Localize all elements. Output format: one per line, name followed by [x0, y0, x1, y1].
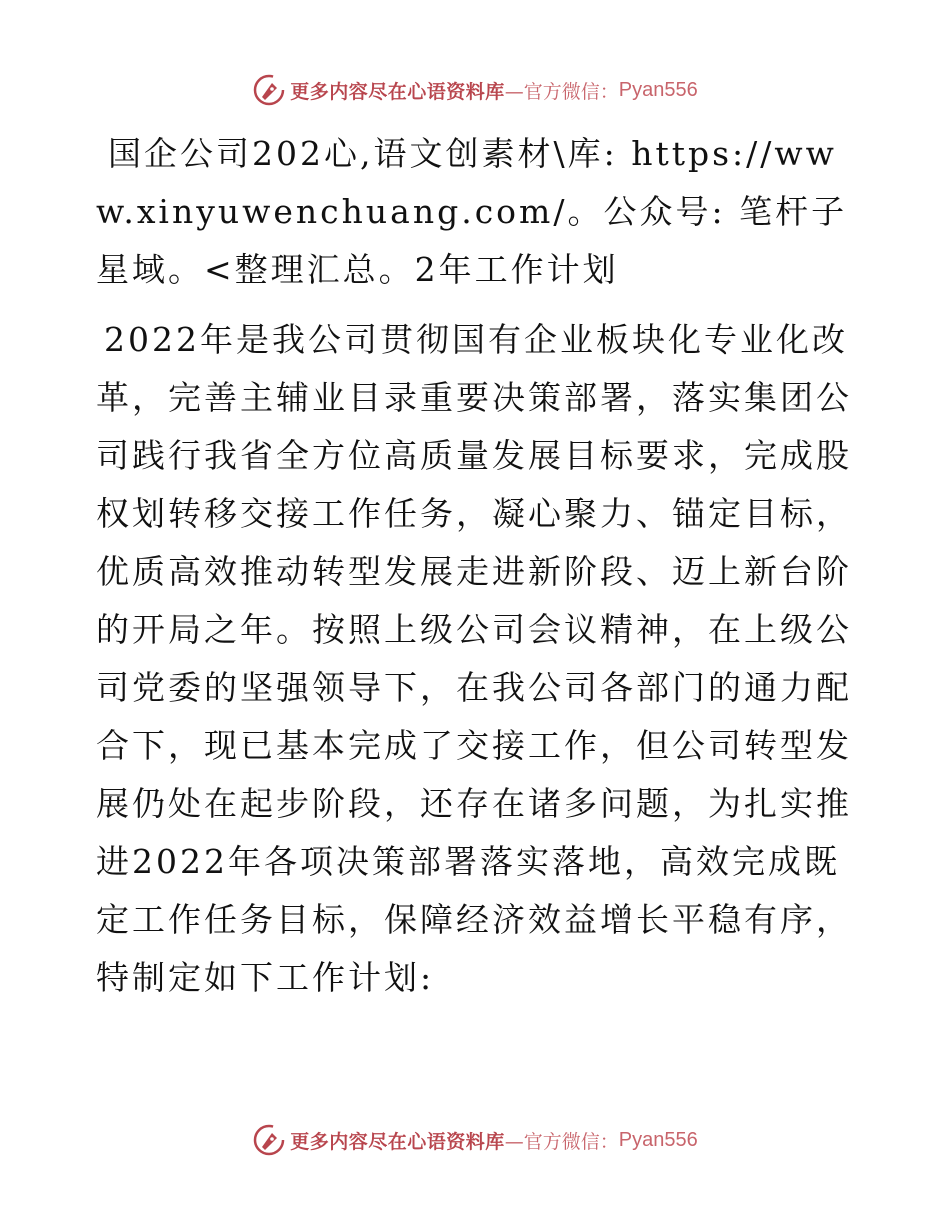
banner-official-text: —官方微信：: [504, 1130, 619, 1153]
intro-paragraph: 国企公司202心,语文创素材\库: https://www.xinyuwenchuang.com/。公众号: 笔杆子星域。<整理汇总。2年工作计划: [96, 134, 848, 289]
banner-main-text: 更多内容尽在心语资料库: [290, 1130, 505, 1153]
pen-nib-logo-icon: [252, 1123, 286, 1157]
body-paragraph: 2022年是我公司贯彻国有企业板块化专业化改革，完善主辅业目录重要决策部署，落实集团公司践行我省全方位高质量发展目标要求，完成股权划转移交接工作任务，凝心聚力、锚定目标，优质高效推动转型发展走进新阶段、迈上新台阶的开局之年。按照上级公司会议精神，在上级公司党委的坚强领导下，在我公司各部门的通力配合下，现已基本完成了交接工作，但公司转型发展仍处在起步阶段，还存在诸多问题，为扎实推进2022年各项决策部署落实落地，高效完成既定工作任务目标，保障经济效益增长平稳有序，特制定如下工作计划:: [96, 320, 852, 997]
banner-official-text: —官方微信：: [504, 80, 619, 103]
pen-nib-logo-icon: [252, 73, 286, 107]
header-watermark-banner: [0, 70, 950, 110]
banner-wechat-id: Pyan556: [618, 1128, 698, 1151]
banner-wechat-id: Pyan556: [618, 78, 698, 101]
footer-watermark-banner: [0, 1120, 950, 1160]
document-body: [96, 125, 856, 1007]
banner-main-text: 更多内容尽在心语资料库: [290, 80, 505, 103]
